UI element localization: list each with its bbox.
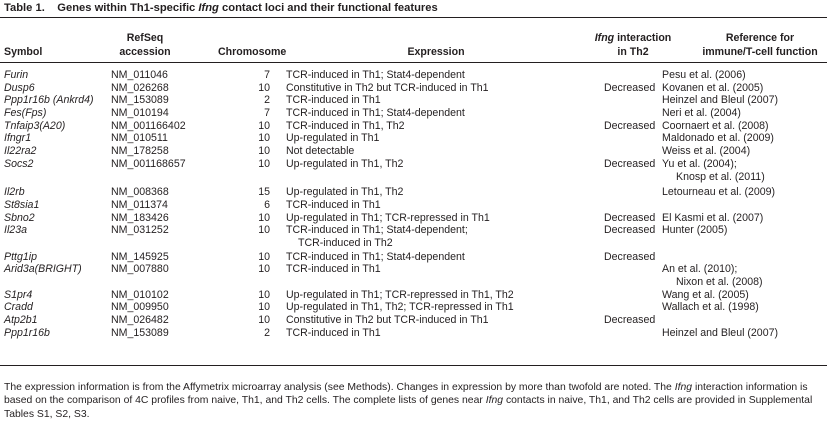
expression: TCR-induced in Th1; Stat4-dependent bbox=[286, 250, 465, 263]
chromosome: 10 bbox=[258, 145, 270, 158]
gene-symbol: Ifngr1 bbox=[4, 132, 32, 145]
table-body bbox=[0, 69, 827, 339]
refseq-accession: NM_001168657 bbox=[111, 157, 186, 170]
expression: TCR-induced in Th1 bbox=[286, 326, 381, 339]
gene-symbol: Tnfaip3(A20) bbox=[4, 119, 66, 132]
ifng-interaction: Decreased bbox=[604, 81, 656, 94]
expression: Constitutive in Th2 but TCR-induced in Th1 bbox=[286, 81, 489, 94]
table-row bbox=[0, 82, 827, 95]
header-interaction-word: interaction bbox=[617, 32, 672, 44]
gene-symbol: S1pr4 bbox=[4, 288, 33, 301]
header-refseq-line1: RefSeq bbox=[126, 32, 164, 44]
ifng-interaction: Decreased bbox=[604, 224, 656, 237]
refseq-accession: NM_010102 bbox=[111, 288, 169, 301]
reference: An et al. (2010); bbox=[662, 263, 738, 276]
table-row bbox=[0, 327, 827, 340]
reference: Wang et al. (2005) bbox=[662, 288, 749, 301]
reference: Letourneau et al. (2009) bbox=[662, 186, 776, 199]
chromosome: 10 bbox=[258, 119, 270, 132]
expression: TCR-induced in Th1; Stat4-dependent bbox=[286, 69, 465, 81]
table-row bbox=[0, 199, 827, 212]
bottom-rule bbox=[0, 365, 827, 366]
table-caption bbox=[4, 2, 438, 14]
gene-symbol: Il22ra2 bbox=[4, 145, 37, 158]
header-refseq bbox=[119, 31, 170, 59]
table-row bbox=[0, 251, 827, 264]
gene-symbol: Ppp1r16b (Ankrd4) bbox=[4, 94, 94, 107]
expression: TCR-induced in Th1 bbox=[286, 94, 381, 107]
gene-symbol: Cradd bbox=[4, 301, 33, 314]
chromosome: 10 bbox=[258, 132, 270, 145]
table-row bbox=[0, 94, 827, 107]
gene-symbol: Il2rb bbox=[4, 186, 25, 199]
gene-symbol: Pttg1ip bbox=[4, 250, 37, 263]
refseq-accession: NM_026268 bbox=[111, 81, 169, 94]
ifng-interaction: Decreased bbox=[604, 314, 656, 327]
table-row bbox=[0, 107, 827, 120]
reference: Heinzel and Bleul (2007) bbox=[662, 326, 779, 339]
refseq-accession: NM_183426 bbox=[111, 211, 169, 224]
header-reference bbox=[702, 31, 817, 59]
refseq-accession: NM_178258 bbox=[111, 145, 169, 158]
chromosome: 10 bbox=[258, 314, 270, 327]
footnote-gene2: Ifng bbox=[485, 395, 504, 407]
refseq-accession: NM_011046 bbox=[111, 69, 168, 81]
expression-continued: TCR-induced in Th2 bbox=[298, 236, 393, 249]
table-row bbox=[0, 186, 827, 199]
gene-symbol: Atp2b1 bbox=[4, 314, 38, 327]
refseq-accession: NM_153089 bbox=[111, 94, 169, 107]
reference: Weiss et al. (2004) bbox=[662, 145, 751, 158]
table-footnote bbox=[4, 381, 824, 421]
table-row bbox=[0, 120, 827, 133]
header-expression: Expression bbox=[407, 46, 465, 58]
footnote-part2: interaction information is based on the comparison of 4C profiles from naive, Th1, and Th2 cells. The complete lists of genes near bbox=[4, 382, 808, 407]
footnote-gene1: Ifng bbox=[674, 382, 693, 393]
gene-symbol: Socs2 bbox=[4, 157, 34, 170]
refseq-accession: NM_008368 bbox=[111, 186, 169, 199]
chromosome: 10 bbox=[258, 211, 270, 224]
expression: TCR-induced in Th1; Stat4-dependent bbox=[286, 107, 465, 120]
expression: TCR-induced in Th1; Stat4-dependent; bbox=[286, 224, 468, 237]
reference: El Kasmi et al. (2007) bbox=[662, 211, 764, 224]
chromosome: 10 bbox=[258, 157, 270, 170]
header-rule bbox=[0, 62, 827, 63]
expression: TCR-induced in Th1, Th2 bbox=[286, 119, 405, 132]
reference-continued: Nixon et al. (2008) bbox=[676, 276, 763, 289]
reference: Kovanen et al. (2005) bbox=[662, 81, 764, 94]
reference: Neri et al. (2004) bbox=[662, 107, 741, 120]
table-row bbox=[0, 132, 827, 145]
reference: Coornaert et al. (2008) bbox=[662, 119, 769, 132]
gene-symbol: Furin bbox=[4, 69, 29, 81]
refseq-accession: NM_145925 bbox=[111, 250, 169, 263]
ifng-interaction: Decreased bbox=[604, 119, 656, 132]
header-interaction-line1 bbox=[595, 31, 672, 45]
reference: Hunter (2005) bbox=[662, 224, 728, 237]
refseq-accession: NM_007880 bbox=[111, 263, 169, 276]
expression: Up-regulated in Th1; TCR-repressed in Th1, Th2 bbox=[286, 288, 514, 301]
expression: Not detectable bbox=[286, 145, 355, 158]
expression: TCR-induced in Th1 bbox=[286, 198, 381, 211]
caption-gene: Ifng bbox=[198, 2, 219, 14]
refseq-accession: NM_001166402 bbox=[111, 119, 186, 132]
expression: Up-regulated in Th1 bbox=[286, 132, 380, 145]
reference: Wallach et al. (1998) bbox=[662, 301, 759, 314]
footnote-part1: The expression information is from the Affymetrix microarray analysis (see Methods). Changes in expression by more than twofold are noted. The bbox=[4, 382, 672, 393]
chromosome: 10 bbox=[258, 301, 270, 314]
header-reference-line1: Reference for bbox=[725, 32, 795, 44]
refseq-accession: NM_009950 bbox=[111, 301, 169, 314]
gene-symbol: Arid3a(BRIGHT) bbox=[4, 263, 82, 276]
chromosome: 10 bbox=[258, 81, 270, 94]
table-row bbox=[0, 224, 827, 249]
refseq-accession: NM_010511 bbox=[111, 132, 168, 145]
refseq-accession: NM_031252 bbox=[111, 224, 169, 237]
header-interaction bbox=[595, 31, 672, 59]
table-row bbox=[0, 145, 827, 158]
reference: Maldonado et al. (2009) bbox=[662, 132, 774, 145]
table-row bbox=[0, 212, 827, 225]
refseq-accession: NM_010194 bbox=[111, 107, 169, 120]
table-row bbox=[0, 263, 827, 288]
header-interaction-line2: in Th2 bbox=[617, 46, 649, 58]
caption-label: Table 1. bbox=[4, 2, 45, 14]
chromosome: 10 bbox=[258, 263, 270, 276]
reference: Heinzel and Bleul (2007) bbox=[662, 94, 779, 107]
expression: Up-regulated in Th1; TCR-repressed in Th1 bbox=[286, 211, 490, 224]
refseq-accession: NM_011374 bbox=[111, 198, 168, 211]
expression: Up-regulated in Th1, Th2 bbox=[286, 186, 404, 199]
header-interaction-gene: Ifng bbox=[594, 32, 615, 44]
gene-symbol: Il23a bbox=[4, 224, 27, 237]
ifng-interaction: Decreased bbox=[604, 250, 656, 263]
caption-text-post: contact loci and their functional features bbox=[222, 2, 438, 14]
ifng-interaction: Decreased bbox=[604, 157, 656, 170]
chromosome: 10 bbox=[258, 288, 270, 301]
table-row bbox=[0, 69, 827, 82]
chromosome: 7 bbox=[264, 107, 270, 120]
gene-symbol: St8sia1 bbox=[4, 198, 40, 211]
refseq-accession: NM_026482 bbox=[111, 314, 169, 327]
gene-symbol: Dusp6 bbox=[4, 81, 35, 94]
expression: Up-regulated in Th1, Th2; TCR-repressed in Th1 bbox=[286, 301, 514, 314]
header-reference-line2: immune/T-cell function bbox=[702, 46, 818, 58]
caption-text-pre: Genes within Th1-specific bbox=[57, 2, 196, 14]
chromosome: 10 bbox=[258, 250, 270, 263]
chromosome: 15 bbox=[258, 186, 270, 199]
expression: TCR-induced in Th1 bbox=[286, 263, 381, 276]
chromosome: 6 bbox=[264, 198, 270, 211]
header-symbol: Symbol bbox=[4, 46, 43, 58]
footnote-part3: contacts in naive, Th1, and Th2 cells are provided in Supplemental Tables S1, S2, S3. bbox=[4, 395, 813, 420]
top-rule bbox=[0, 17, 827, 18]
header-chromosome: Chromosome bbox=[218, 46, 287, 58]
expression: Up-regulated in Th1, Th2 bbox=[286, 157, 404, 170]
chromosome: 2 bbox=[264, 94, 270, 107]
reference: Yu et al. (2004); bbox=[662, 157, 737, 170]
expression: Constitutive in Th2 but TCR-induced in Th1 bbox=[286, 314, 489, 327]
gene-symbol: Sbno2 bbox=[4, 211, 35, 224]
table-row bbox=[0, 301, 827, 314]
table-row bbox=[0, 314, 827, 327]
table-row bbox=[0, 158, 827, 183]
table-row bbox=[0, 289, 827, 302]
reference-continued: Knosp et al. (2011) bbox=[676, 170, 765, 183]
chromosome: 2 bbox=[264, 326, 270, 339]
gene-symbol: Ppp1r16b bbox=[4, 326, 50, 339]
gene-symbol: Fes(Fps) bbox=[4, 107, 47, 120]
refseq-accession: NM_153089 bbox=[111, 326, 169, 339]
ifng-interaction: Decreased bbox=[604, 211, 656, 224]
chromosome: 10 bbox=[258, 224, 270, 237]
chromosome: 7 bbox=[264, 69, 270, 81]
header-refseq-line2: accession bbox=[119, 46, 171, 58]
reference: Pesu et al. (2006) bbox=[662, 69, 746, 81]
